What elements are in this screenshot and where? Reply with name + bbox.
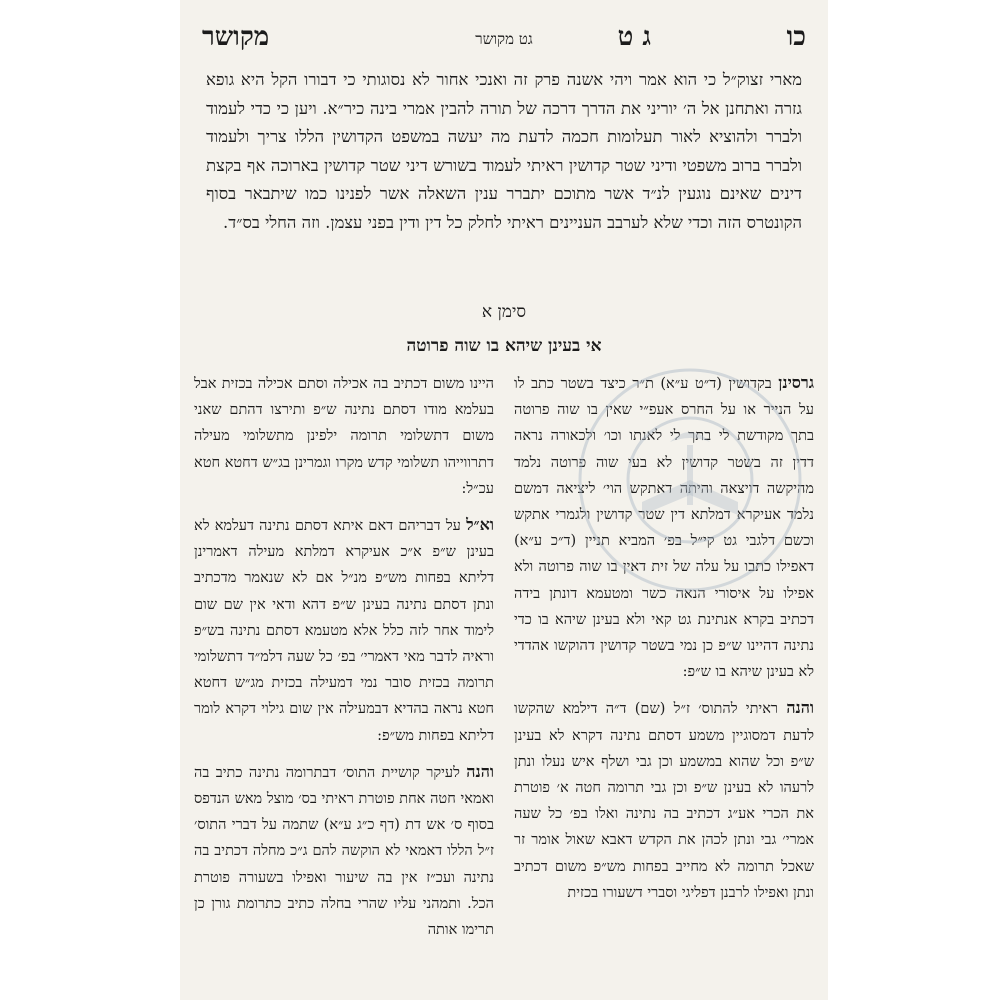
paragraph — [514, 370, 814, 685]
paragraph-text: על דבריהם דאם איתא דסתם נתינה דעלמא לא בעינן ש״פ א״כ אעיקרא דמלתא מעילה דאמרינן דליתא בפחות מש״פ מנ״ל אם לא שנאמר מדכתיב ונתן דסתם נתינה בעינן ש״פ דהא ודאי אין שם שום לימוד אחר לזה כלל אלא מטעמא דסתם נתינה בש״פ וראיה לדבר מאי דאמרי׳ בפ׳ כל שעה דלמ״ד דתשלומי תרומה בכזית סובר נמי דמעילה בכזית מג״ש דחטא חטא נראה בהדיא דבמעילה אין שום גילוי דקרא לומר דליתא בפחות מש״פ: — [194, 518, 494, 744]
paragraph — [514, 695, 814, 906]
paragraph — [194, 512, 494, 749]
page-number: כו — [786, 22, 806, 52]
book-page — [180, 0, 828, 1000]
paragraph-text: בקדושין (ד״ט ע״א) ת״ר כיצד בשטר כתב לו על הנייר או על החרס אעפ״י שאין בו שוה פרוטה בתך מקודשת לי בתך לי לאנתו וכו׳ ולכאורה נראה דדין זה בשטר קדושין לא בעי שוה פרוטה נלמד מהיקשה דויצאה והיתה דאתקש הוי׳ ליציאה דמשם נלמד אעיקרא דמלתא דין שטר קדושין ולגמרי אתקש וכשם דלגבי גט קי״ל בפ׳ המביא תניין (ד״כ ע״א) דאפילו כתבו על עלה של זית דאין בו שוה פרוטה ולא אפילו על איסורי הנאה כשר ומטעמא דונתן בידה דכתיב בקרא אנתינת גט קאי ולא בעינן שיהא בו כדי נתינה דהיינו ש״פ כן נמי בשטר קדושין דהוקשו אהדדי לא בעינן שיהא בו ש״פ: — [514, 376, 814, 681]
lead-word: וא״ל — [466, 515, 494, 535]
lead-word: גרסינן — [778, 373, 814, 392]
paragraph-text: ראיתי להתוס׳ ז״ל (שם) ד״ה דילמא שהקשו לדעת דמסוגיין משמע דסתם נתינה דקרא לא בעינן ש״פ וכל שהוא במשמע וכן גבי ושלף איש נעלו ונתן לרעהו לא בעינן ש״פ וכן גבי תרומה חטה א׳ פוטרת את הכרי אע״ג דכתיב בה נתינה ואלו בפ׳ כל שעה אמרי׳ גבי ונתן לכהן את הקדש דאבא שאול אומר זר שאכל תרומה לא מחייב בפחות מש״פ משום דכתיב ונתן ואפילו לרבנן דפליגי וסברי דשעורו בכזית — [514, 701, 814, 901]
intro-paragraph — [206, 66, 802, 237]
lead-word: והנה — [466, 761, 494, 781]
paragraph — [194, 759, 494, 943]
text-column-left — [194, 370, 494, 995]
running-title-large: מקושר — [202, 22, 270, 52]
paragraph — [194, 370, 494, 502]
running-header — [202, 22, 806, 62]
paragraph-text: לעיקר קושיית התוס׳ דבתרומה נתינה כתיב בה ואמאי חטה אחת פוטרת ראיתי בס׳ מוצל מאש הנדפס בסוף ס׳ אש דת (דף כ״ג ע״א) שתמה על דברי התוס׳ ז״ל הללו דאמאי לא הוקשה להם ג״כ מחלה דכתיב בה נתינה ועכ״ז אין בה שיעור ואפילו בשעורה פוטרת הכל. ותמהני עליו שהרי בחלה כתיב כתרומת גורן כן תרימו אותה — [194, 764, 494, 939]
volume-label: ג ט — [617, 22, 651, 52]
running-title-small: גט מקושר — [475, 30, 533, 48]
lead-word: והנה — [786, 698, 814, 718]
section-title: אי בעינן שיהא בו שוה פרוטה — [406, 336, 602, 356]
paragraph-text: היינו משום דכתיב בה אכילה וסתם אכילה בכזית אבל בעלמא מודו דסתם נתינה ש״פ ותירצו דהתם שאני משום דתשלומי תרומה ילפינן מתשלומי מעילה דתרווייהו תשלומי קדש מקרו וגמרינן בג״ש דחטא חטא עכ״ל: — [194, 376, 494, 497]
text-column-right — [514, 370, 814, 995]
intro-text: מארי זצוק״ל כי הוא אמר ויהי אשנה פרק זה ואנכי אחור לא נסוגותי כי דבורו הקל היא גופא גזרה ואתחנן אל ה׳ יוריני את הדרך דרכה של תורה להבין אמרי בינה כיר״א. ויען כי כדי לעמוד ולברר ולהוציא לאור תעלומות חכמה לדעת מה יעשה במשפט הקדושין הללו צריך ולעמוד ולברר ברוב משפטי ודיני שטר קדושין ראיתי לעמוד בשורש דיני שטר קדושין בארוכה אף בקצת דינים שאינם נוגעין לנ״ד אשר מתוכם יתברר ענין השאלה אשר לפנינו כמו שיתבאר בסוף הקונטרס הזה וכדי שלא לערבב העניינים ראיתי לחלק כל דין ודין בפני עצמן. וזה החלי בס״ד. — [206, 70, 802, 232]
siman-heading: סימן א — [481, 302, 527, 322]
